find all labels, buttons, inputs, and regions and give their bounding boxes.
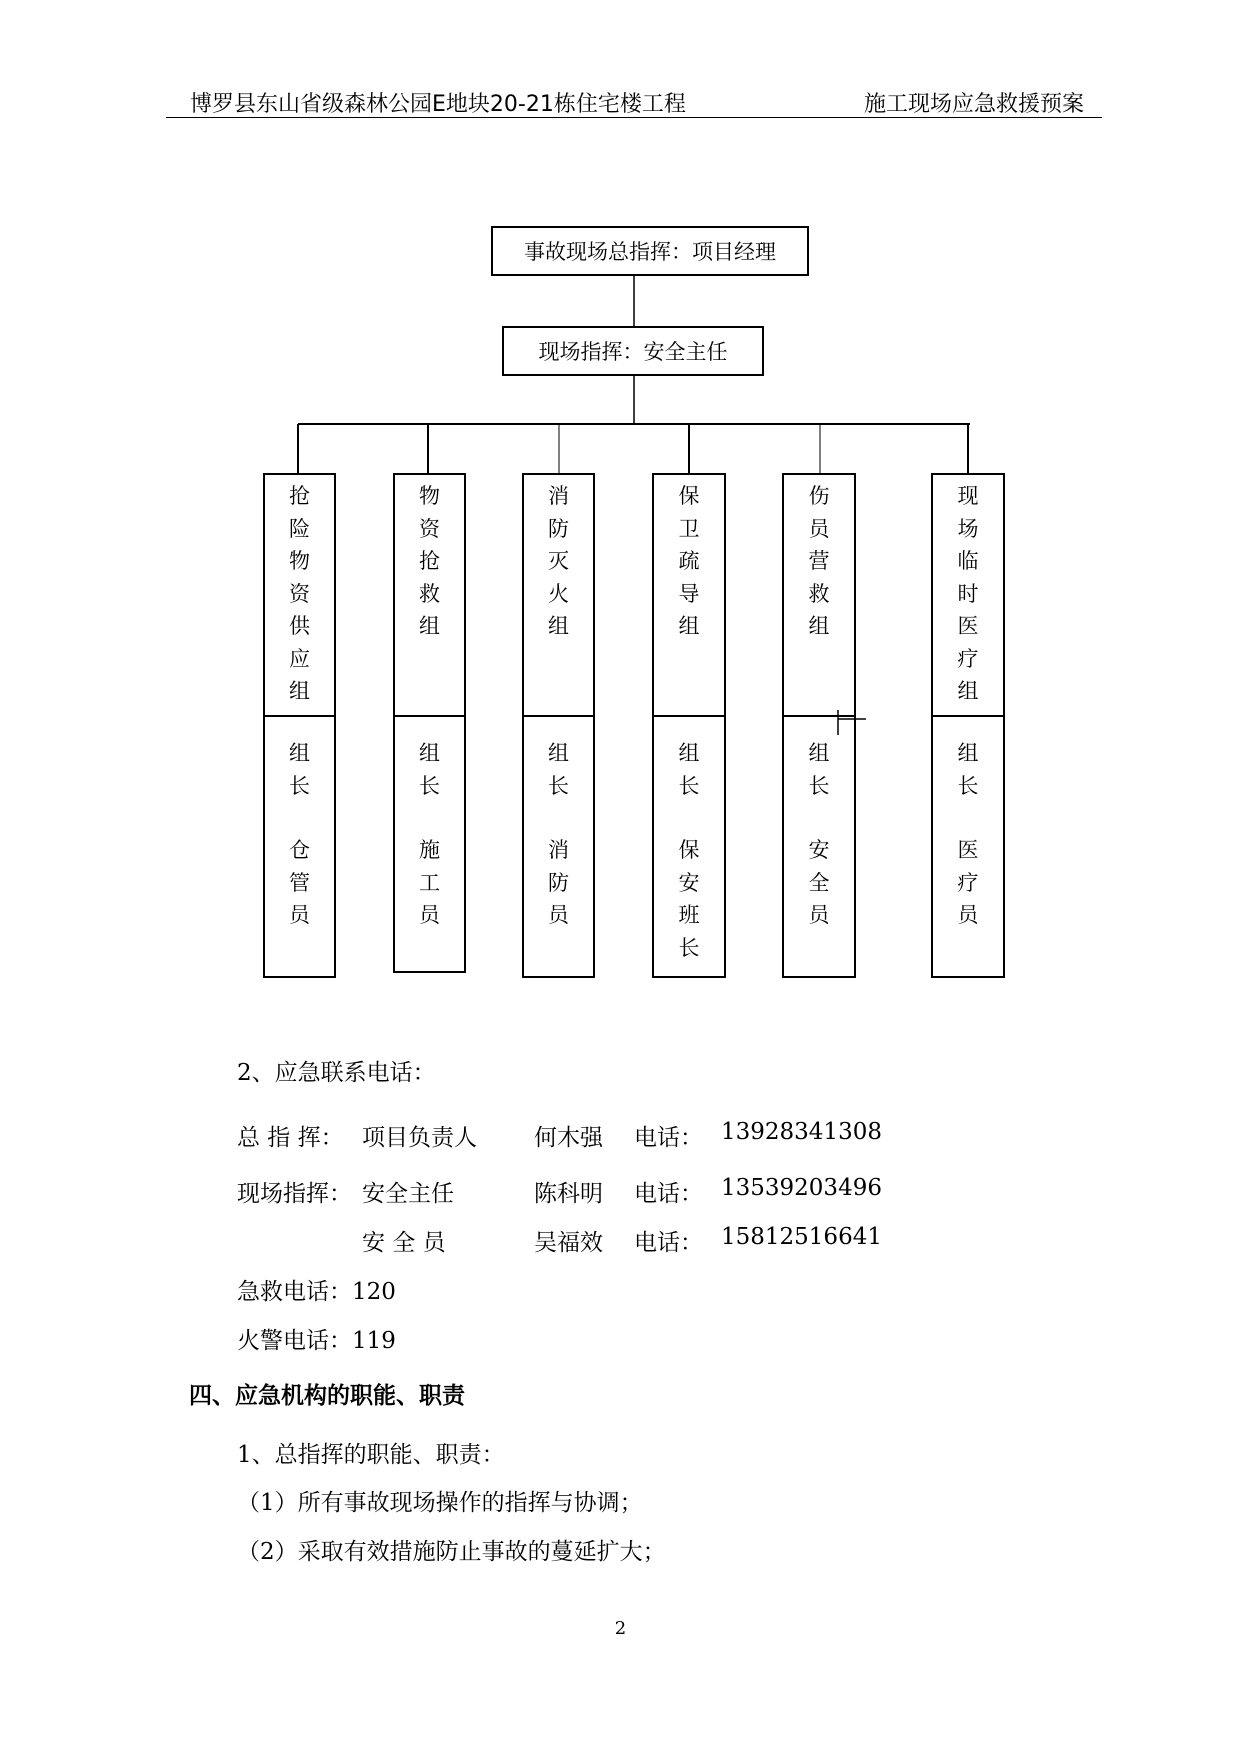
group-divider <box>652 715 726 717</box>
group-leader-role: 医 疗 员 <box>957 838 979 927</box>
org-second-box: 现场指挥：安全主任 <box>502 326 764 376</box>
contact-position: 安全主任 <box>362 1181 454 1207</box>
contact-name: 陈科明 <box>534 1181 603 1207</box>
group-column <box>263 473 336 978</box>
group-name: 保 卫 疏 导 组 <box>678 484 700 638</box>
group-divider <box>263 715 336 717</box>
group-leader-role: 施 工 员 <box>419 838 440 927</box>
group-divider <box>931 715 1005 717</box>
list-item: （1）所有事故现场操作的指挥与协调； <box>237 1490 643 1516</box>
group-name: 抢 险 物 资 供 应 组 <box>289 484 310 703</box>
group-leader: 组 长 <box>419 741 440 798</box>
contact-tel-label: 电话： <box>634 1125 703 1151</box>
contact-tel: 13928341308 <box>721 1119 882 1145</box>
group-name: 消 防 灭 火 组 <box>548 484 569 638</box>
section-heading: 四、应急机构的职能、职责 <box>189 1383 465 1409</box>
fire-phone: 火警电话：119 <box>237 1328 396 1354</box>
list-item: （2）采取有效措施防止事故的蔓延扩大； <box>237 1539 666 1565</box>
org-top-box: 事故现场总指挥：项目经理 <box>491 226 809 276</box>
group-leader-role: 安 全 员 <box>808 838 830 927</box>
group-leader: 组 长 <box>957 741 979 798</box>
contact-position: 项目负责人 <box>362 1125 477 1151</box>
contact-label: 现场指挥： <box>237 1181 352 1207</box>
group-leader: 组 长 <box>808 741 830 798</box>
header-document-title: 施工现场应急救援预案 <box>863 92 1084 117</box>
group-divider <box>522 715 595 717</box>
contact-row <box>237 1224 937 1254</box>
contact-tel-label: 电话： <box>634 1230 703 1256</box>
group-name: 物 资 抢 救 组 <box>419 484 440 638</box>
contact-row <box>237 1175 937 1205</box>
group-column <box>931 473 1005 978</box>
group-divider <box>782 715 856 717</box>
group-divider <box>393 715 466 717</box>
contact-tel-label: 电话： <box>634 1181 703 1207</box>
contact-name: 吴福效 <box>534 1230 603 1256</box>
group-name: 伤 员 营 救 组 <box>808 484 830 638</box>
page-number: 2 <box>614 1618 627 1639</box>
contact-tel: 15812516641 <box>721 1224 882 1250</box>
group-column <box>782 473 856 978</box>
contact-tel: 13539203496 <box>721 1175 882 1201</box>
group-name: 现 场 临 时 医 疗 组 <box>957 484 979 703</box>
contact-row <box>237 1119 937 1149</box>
contact-label: 总 指 挥： <box>237 1125 344 1151</box>
group-leader: 组 长 <box>548 741 569 798</box>
group-leader-role: 消 防 员 <box>548 838 569 927</box>
group-leader-role: 保 安 班 长 <box>678 838 700 960</box>
contact-name: 何木强 <box>534 1125 603 1151</box>
group-column <box>522 473 595 978</box>
first-aid-phone: 急救电话：120 <box>237 1279 396 1305</box>
subsection-title: 1、总指挥的职能、职责： <box>237 1442 505 1468</box>
group-leader: 组 长 <box>678 741 700 798</box>
group-column <box>652 473 726 978</box>
contacts-title: 2、应急联系电话： <box>237 1060 436 1086</box>
header-project-title: 博罗县东山省级森林公园E地块20-21栋住宅楼工程 <box>190 92 686 117</box>
group-leader-role: 仓 管 员 <box>289 838 310 927</box>
group-column <box>393 473 466 973</box>
contact-position: 安 全 员 <box>362 1230 446 1256</box>
group-leader: 组 长 <box>289 741 310 798</box>
